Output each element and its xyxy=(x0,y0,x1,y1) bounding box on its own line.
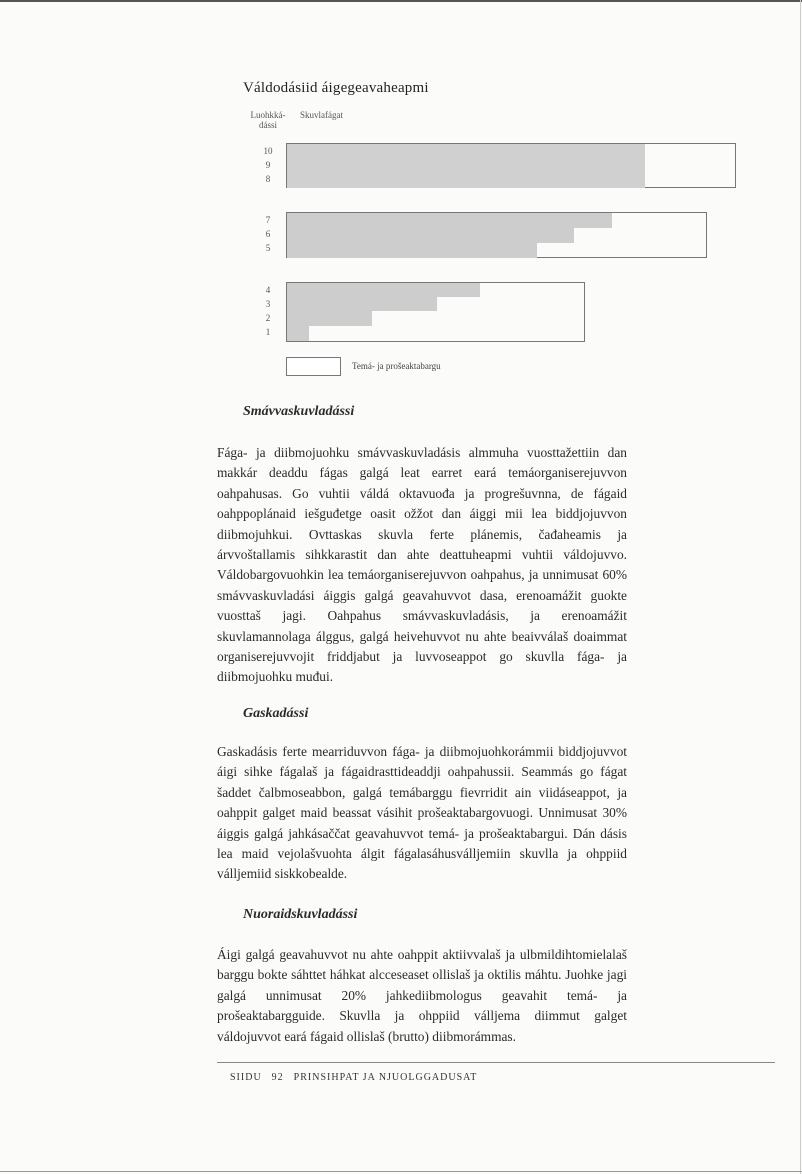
legend-label: Temá- ja prošeaktabargu xyxy=(352,361,441,371)
subject-bar xyxy=(287,228,574,243)
subject-column-label: Skuvlafágat xyxy=(300,110,343,120)
grade-label: 9 xyxy=(265,160,271,170)
grade-label: 6 xyxy=(265,229,271,239)
figure-title: Váldodásiid áigegeavaheapmi xyxy=(243,80,429,96)
subject-bar xyxy=(287,283,480,297)
section-paragraph: Áigi galgá geavahuvvot nu ahte oahppit aktiivvalaš ja ulbmildihtomielalaš barggu bokte sáhttet háhkat alcceseaset ollislaš ja oktilis máhtu. Juohke jagi galgá unnimusat 20% jahkediibmologus geavahit temá- ja prošeaktabargguide. Skuvlla ja ohppiid válljema diimmut galget váldojuvvot eará fágaid ollislaš (brutto) diibmorámmas. xyxy=(217,947,627,1044)
legend-swatch xyxy=(286,357,341,376)
grade-label: 1 xyxy=(265,327,271,337)
footer-label: SIIDU xyxy=(230,1072,262,1083)
section-heading: Smávvaskuvladássi xyxy=(243,404,355,419)
bottom-border xyxy=(0,1171,802,1172)
subject-bar xyxy=(287,243,537,258)
subject-bar xyxy=(287,297,437,311)
subject-bar xyxy=(287,326,309,341)
footer-rule xyxy=(217,1062,775,1063)
page-footer xyxy=(230,1072,477,1083)
subject-bar xyxy=(287,144,645,188)
grade-group-box xyxy=(286,143,736,188)
subject-bar xyxy=(287,213,612,228)
section-heading: Gaskadássi xyxy=(243,706,309,721)
grade-label: 7 xyxy=(265,215,271,225)
grade-label: 10 xyxy=(263,146,273,156)
grade-group-box xyxy=(286,212,707,258)
subject-bar xyxy=(287,311,372,326)
grade-label: 2 xyxy=(265,313,271,323)
section-heading: Nuoraidskuvladássi xyxy=(243,907,358,922)
grade-label: 4 xyxy=(265,285,271,295)
grade-group-box xyxy=(286,282,585,342)
page-number: 92 xyxy=(271,1072,284,1083)
right-border xyxy=(800,0,801,1174)
section-paragraph: Fága- ja diibmojuohku smávvaskuvladásis almmuha vuosttažettiin dan makkár deaddu fágas galgá leat earret eará temáorganiserejuvvon oahpahusas. Go vuhtii váldá oktavuođa ja progrešuvnna, de fágaid oahppoplánaid iešguđetge oasit ožžot dan áiggi mii lea biddjojuvvon diibmojuhkui. Ovttaskas skuvla ferte plánemis, čađaheamis ja árvvoštallamis sihkkarastit dan ahte deattuheapmi vuhtii váldojuvvo. Váldobargovuohkin lea temáorganiserejuvvon oahpahus, ja unnimusat 60% smávvaskuvladási áiggis galgá geavahuvvot dasa, erenoamážit guokte vuosttaš jagi. Oahpahus smávvaskuvladásis, ja erenoamážit skuvlamannolaga álggus, galgá heivehuvvot nu ahte beaivválaš doaimmat organiserejuvvojit friddjabut ja luvvoseappot go skuvlla fága- ja diibmojuohku muđui. xyxy=(217,445,627,685)
top-border xyxy=(0,0,802,2)
grade-label: 3 xyxy=(265,299,271,309)
grade-column-label: Luohkká- dássi xyxy=(250,110,286,130)
grade-label: 5 xyxy=(265,243,271,253)
section-paragraph: Gaskadásis ferte mearriduvvon fága- ja diibmojuohkorámmii biddjojuvvot áigi sihke fágalaš ja fágaidrasttideaddji oahpahussii. Seammás go fágat šaddet čalbmoseabbon, galgá temábarggu fievrridit ain viidáseappot, ja oahppit galget maid beassat vásihit prošeaktabargovuogi. Unnimusat 30% áiggis galgá jahkásaččat geavahuvvot temá- ja prošeaktabargui. Dán dásis lea maid vejolašvuohta álgit fágalasáhusválljemiin skuvlla ja ohppiid válljemiid siskkobealde. xyxy=(217,744,627,882)
grade-label: 8 xyxy=(265,174,271,184)
footer-title: PRINSIHPAT JA NJUOLGGADUSAT xyxy=(293,1072,478,1083)
